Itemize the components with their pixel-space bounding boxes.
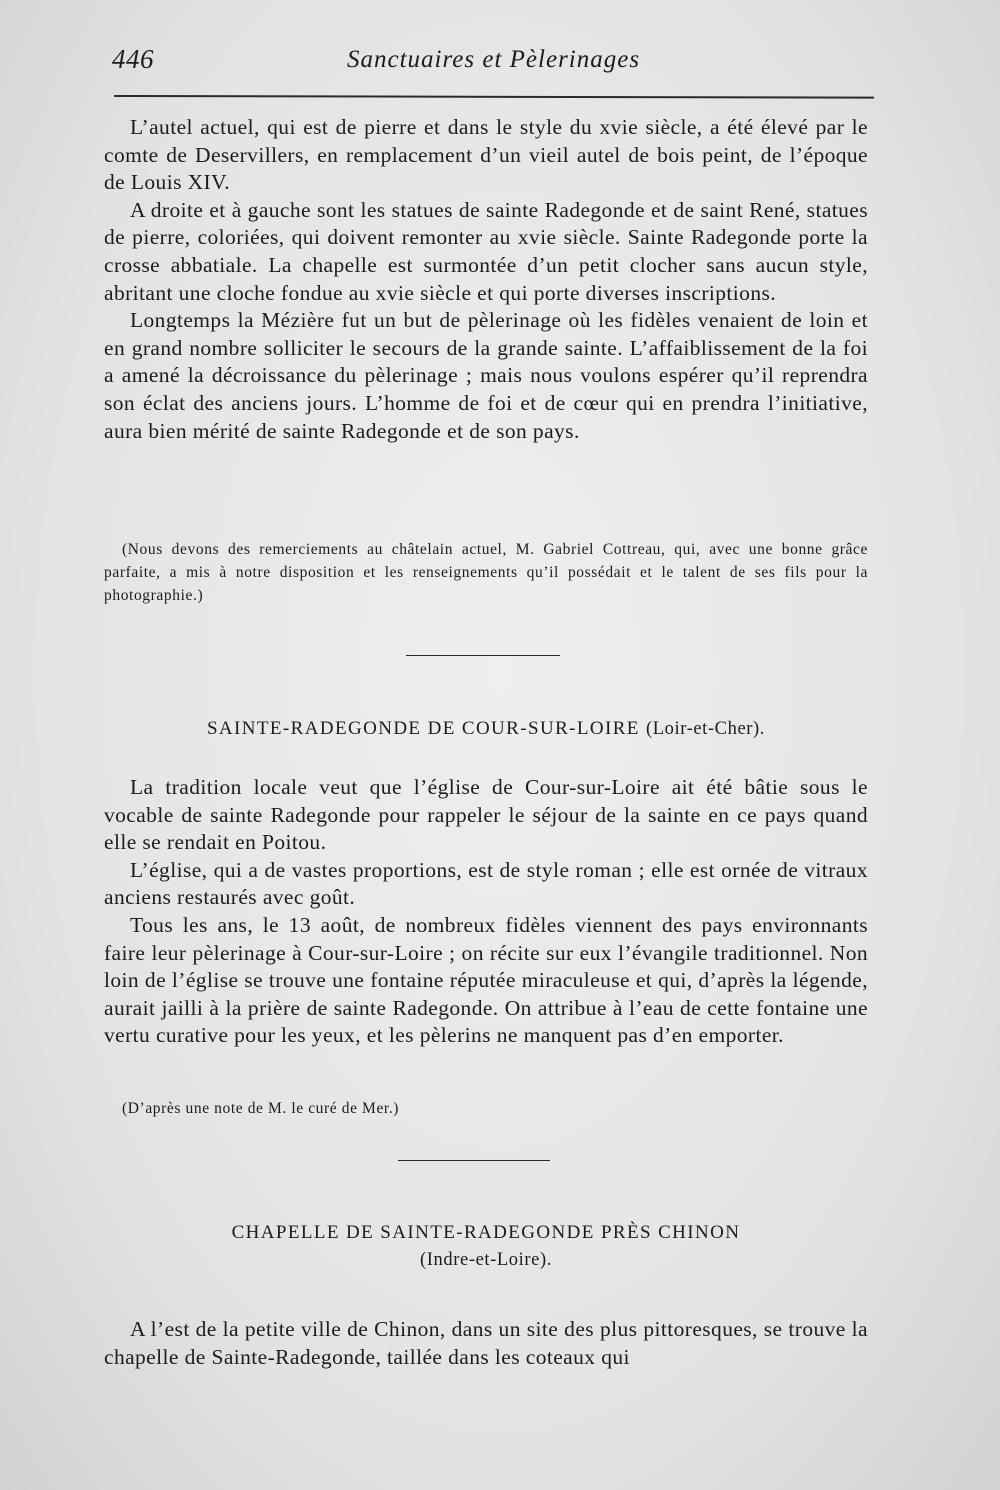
section-3-heading	[104, 1222, 868, 1271]
paragraph: A droite et à gauche sont les statues de sainte Radegonde et de saint René, statues de pierre, coloriées, qui doivent remonter au xvie siècle. Sainte Radegonde porte la crosse abbatiale. La chapelle est surmontée d’un petit clocher sans aucun style, abritant une cloche fondue au xvie siècle et qui porte diverses inscriptions.	[104, 197, 868, 305]
section-heading-title: SAINTE-RADEGONDE DE COUR-SUR-LOIRE	[206, 718, 640, 739]
section-2-body	[104, 774, 868, 1050]
section-heading-region: (Indre-et-Loire).	[420, 1250, 552, 1270]
section-3-body	[104, 1316, 868, 1371]
page-number: 446	[112, 44, 154, 74]
source-note: (D’après une note de M. le curé de Mer.)	[122, 1100, 400, 1117]
paragraph: L’autel actuel, qui est de pierre et dans le style du xvie siècle, a été élevé par le comte de Deservillers, en remplacement d’un vieil autel de bois peint, de l’époque de Louis XIV.	[104, 115, 868, 195]
paragraph: Tous les ans, le 13 août, de nombreux fidèles viennent des pays environnants faire leur pèlerinage à Cour-sur-Loire ; on récite sur eux l’évangile traditionnel. Non loin de l’église se trouve une fontaine réputée miraculeuse et qui, d’après la légende, aurait jailli à la prière de sainte Radegonde. On attribue à l’eau de cette fontaine une vertu curative pour les yeux, et les pèlerins ne manquent pas d’en emporter.	[104, 912, 868, 1048]
section-separator	[406, 655, 560, 656]
section-2-note-block	[104, 1097, 868, 1120]
section-2-heading	[104, 718, 868, 740]
section-heading-title: CHAPELLE DE SAINTE-RADEGONDE PRÈS CHINON	[231, 1222, 741, 1243]
acknowledgement-note: (Nous devons des remerciements au châtelain actuel, M. Gabriel Cottreau, qui, avec une bonne grâce parfaite, a mis à notre disposition et les renseignements qu’il possédait et le talent de ses fils pour la photographie.)	[104, 541, 868, 604]
section-separator	[398, 1160, 550, 1161]
header-rule	[114, 95, 874, 99]
running-title: Sanctuaires et Pèlerinages	[347, 46, 641, 73]
paragraph: La tradition locale veut que l’église de Cour-sur-Loire ait été bâtie sous le vocable de sainte Radegonde pour rappeler le séjour de la sainte en ce pays quand elle se rendait en Poitou.	[104, 775, 868, 855]
paragraph: A l’est de la petite ville de Chinon, dans un site des plus pittoresques, se trouve la chapelle de Sainte-Radegonde, taillée dans les coteaux qui	[104, 1317, 868, 1369]
section-1-body	[104, 114, 868, 445]
paragraph: Longtemps la Mézière fut un but de pèlerinage où les fidèles venaient de loin et en grand nombre solliciter le secours de la grande sainte. L’affaiblissement de la foi a amené la décroissance du pèlerinage ; mais nous voulons espérer qu’il reprendra son éclat des anciens jours. L’homme de foi et de cœur qui en prendra l’initiative, aura bien mérité de sainte Radegonde et de son pays.	[104, 308, 868, 443]
section-heading-region: (Loir-et-Cher).	[645, 719, 766, 739]
paragraph: L’église, qui a de vastes proportions, est de style roman ; elle est ornée de vitraux anciens restaurés avec goût.	[104, 857, 868, 910]
running-head	[112, 44, 874, 80]
section-1-note-block	[104, 538, 868, 607]
